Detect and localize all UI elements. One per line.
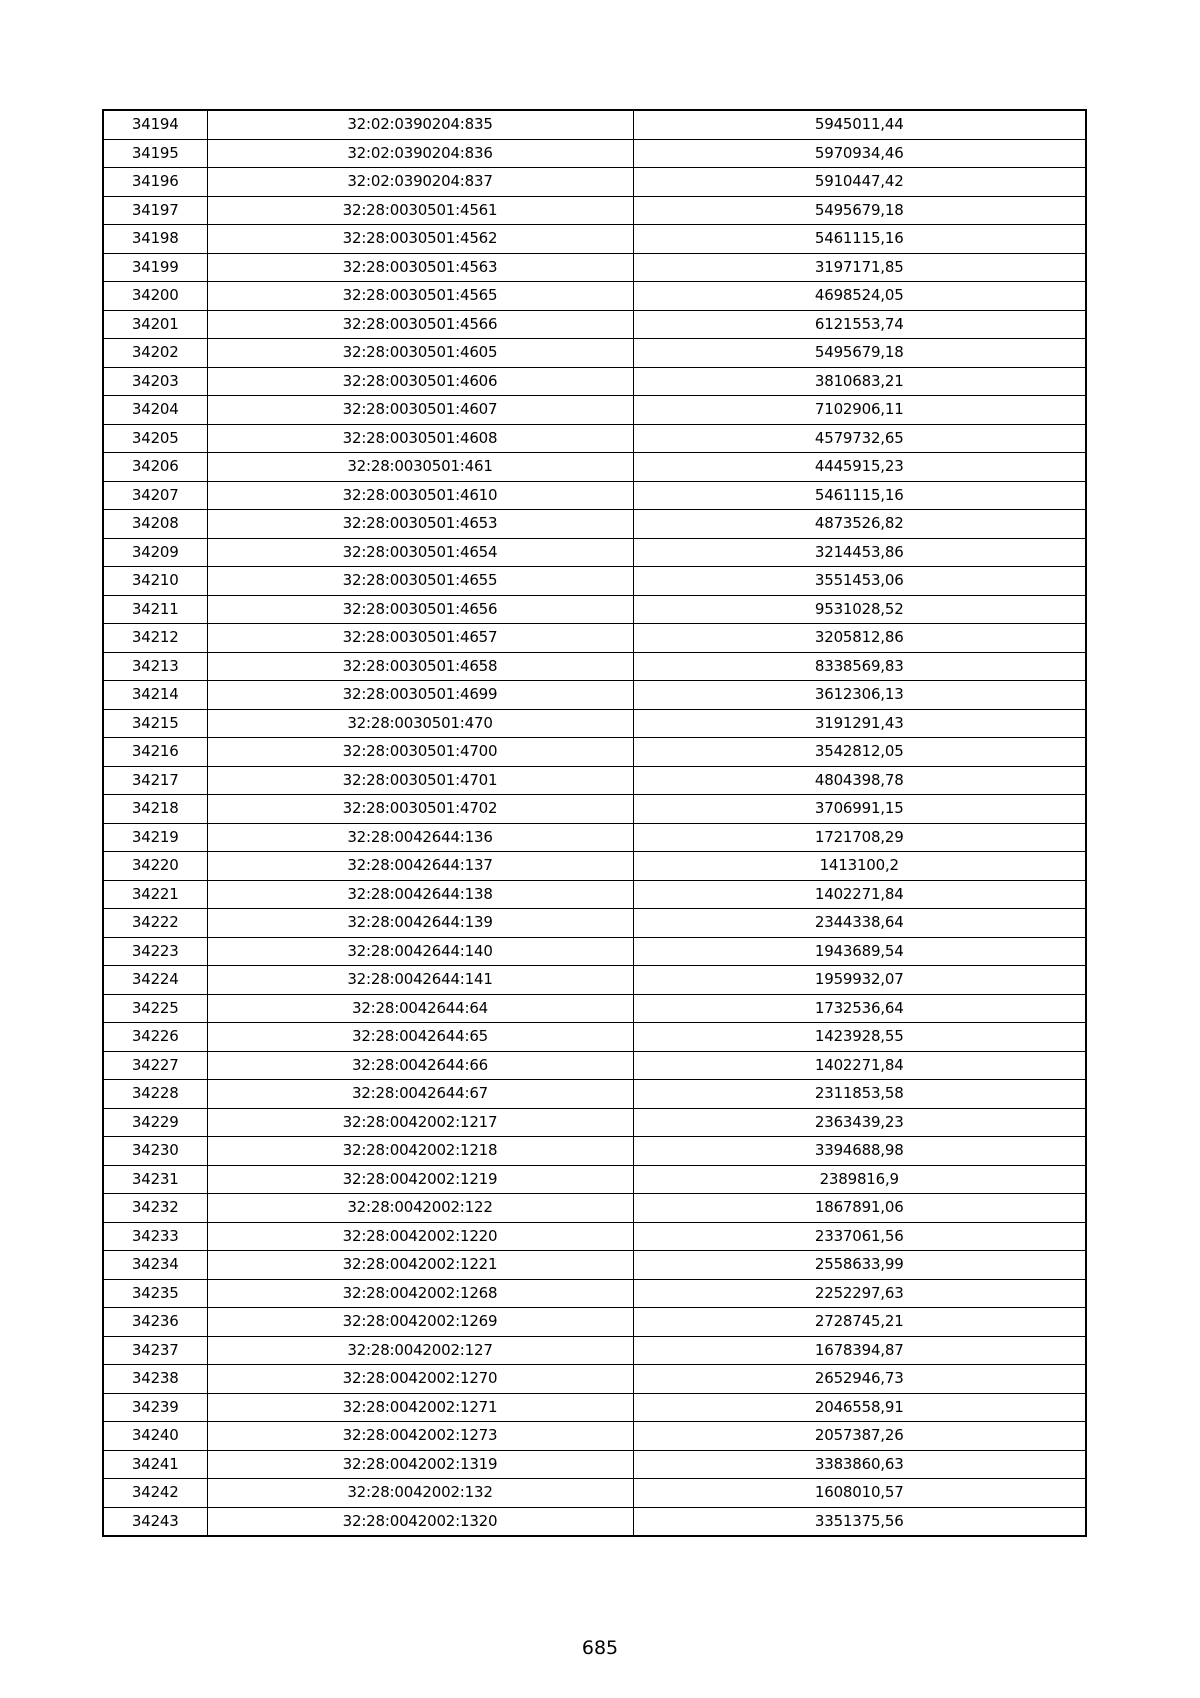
value-cell: 1732536,64 xyxy=(633,994,1086,1023)
row-number-cell: 34198 xyxy=(103,225,207,254)
value-cell: 3191291,43 xyxy=(633,709,1086,738)
cadastral-number-cell: 32:28:0030501:4701 xyxy=(207,766,633,795)
cadastral-number-cell: 32:28:0030501:4607 xyxy=(207,396,633,425)
table-row xyxy=(103,681,1086,710)
cadastral-number-cell: 32:28:0030501:4606 xyxy=(207,367,633,396)
cadastral-number-cell: 32:28:0042644:67 xyxy=(207,1080,633,1109)
table-row xyxy=(103,852,1086,881)
value-cell: 3205812,86 xyxy=(633,624,1086,653)
row-number-cell: 34236 xyxy=(103,1308,207,1337)
value-cell: 5461115,16 xyxy=(633,481,1086,510)
value-cell: 1721708,29 xyxy=(633,823,1086,852)
value-cell: 3214453,86 xyxy=(633,538,1086,567)
cadastral-number-cell: 32:28:0042002:1221 xyxy=(207,1251,633,1280)
row-number-cell: 34195 xyxy=(103,139,207,168)
value-cell: 1413100,2 xyxy=(633,852,1086,881)
value-cell: 1943689,54 xyxy=(633,937,1086,966)
row-number-cell: 34234 xyxy=(103,1251,207,1280)
row-number-cell: 34228 xyxy=(103,1080,207,1109)
table-row xyxy=(103,595,1086,624)
value-cell: 3810683,21 xyxy=(633,367,1086,396)
row-number-cell: 34220 xyxy=(103,852,207,881)
table-row xyxy=(103,738,1086,767)
value-cell: 2311853,58 xyxy=(633,1080,1086,1109)
row-number-cell: 34241 xyxy=(103,1450,207,1479)
row-number-cell: 34226 xyxy=(103,1023,207,1052)
value-cell: 4579732,65 xyxy=(633,424,1086,453)
row-number-cell: 34205 xyxy=(103,424,207,453)
table-row xyxy=(103,110,1086,139)
cadastral-number-cell: 32:28:0030501:461 xyxy=(207,453,633,482)
cadastral-number-cell: 32:28:0042002:132 xyxy=(207,1479,633,1508)
row-number-cell: 34218 xyxy=(103,795,207,824)
value-cell: 1608010,57 xyxy=(633,1479,1086,1508)
table-row xyxy=(103,1108,1086,1137)
row-number-cell: 34196 xyxy=(103,168,207,197)
cadastral-number-cell: 32:28:0042644:139 xyxy=(207,909,633,938)
row-number-cell: 34229 xyxy=(103,1108,207,1137)
table-row xyxy=(103,225,1086,254)
row-number-cell: 34215 xyxy=(103,709,207,738)
table-row xyxy=(103,1222,1086,1251)
cadastral-number-cell: 32:28:0042644:65 xyxy=(207,1023,633,1052)
value-cell: 3351375,56 xyxy=(633,1507,1086,1536)
cadastral-number-cell: 32:28:0030501:4702 xyxy=(207,795,633,824)
table-row xyxy=(103,880,1086,909)
table-row xyxy=(103,1393,1086,1422)
cadastral-number-cell: 32:28:0042644:64 xyxy=(207,994,633,1023)
row-number-cell: 34216 xyxy=(103,738,207,767)
table-row xyxy=(103,1308,1086,1337)
cadastral-number-cell: 32:28:0042002:1220 xyxy=(207,1222,633,1251)
row-number-cell: 34238 xyxy=(103,1365,207,1394)
cadastral-number-cell: 32:28:0042002:1268 xyxy=(207,1279,633,1308)
table-row xyxy=(103,196,1086,225)
value-cell: 3706991,15 xyxy=(633,795,1086,824)
page-number: 685 xyxy=(581,1637,619,1659)
cadastral-number-cell: 32:02:0390204:835 xyxy=(207,110,633,139)
row-number-cell: 34219 xyxy=(103,823,207,852)
cadastral-number-cell: 32:28:0042644:138 xyxy=(207,880,633,909)
cadastral-number-cell: 32:28:0042002:1218 xyxy=(207,1137,633,1166)
cadastral-number-cell: 32:28:0030501:4656 xyxy=(207,595,633,624)
table-row xyxy=(103,567,1086,596)
table-row xyxy=(103,253,1086,282)
cadastral-number-cell: 32:02:0390204:837 xyxy=(207,168,633,197)
cadastral-number-cell: 32:28:0042002:1269 xyxy=(207,1308,633,1337)
cadastral-number-cell: 32:28:0030501:4699 xyxy=(207,681,633,710)
row-number-cell: 34206 xyxy=(103,453,207,482)
table-row xyxy=(103,510,1086,539)
cadastral-number-cell: 32:28:0042002:122 xyxy=(207,1194,633,1223)
table-row xyxy=(103,1479,1086,1508)
table-row xyxy=(103,1279,1086,1308)
row-number-cell: 34213 xyxy=(103,652,207,681)
value-cell: 2046558,91 xyxy=(633,1393,1086,1422)
table-row xyxy=(103,1365,1086,1394)
row-number-cell: 34222 xyxy=(103,909,207,938)
table-row xyxy=(103,795,1086,824)
table-row xyxy=(103,909,1086,938)
table-row xyxy=(103,453,1086,482)
row-number-cell: 34243 xyxy=(103,1507,207,1536)
value-cell: 2389816,9 xyxy=(633,1165,1086,1194)
value-cell: 5461115,16 xyxy=(633,225,1086,254)
cadastral-number-cell: 32:28:0030501:4653 xyxy=(207,510,633,539)
cadastral-number-cell: 32:28:0030501:4658 xyxy=(207,652,633,681)
cadastral-number-cell: 32:28:0030501:4566 xyxy=(207,310,633,339)
table-body xyxy=(103,110,1086,1536)
value-cell: 3551453,06 xyxy=(633,567,1086,596)
value-cell: 1402271,84 xyxy=(633,1051,1086,1080)
value-cell: 1678394,87 xyxy=(633,1336,1086,1365)
table-row xyxy=(103,538,1086,567)
table-row xyxy=(103,282,1086,311)
row-number-cell: 34210 xyxy=(103,567,207,596)
table-row xyxy=(103,1137,1086,1166)
table-row xyxy=(103,937,1086,966)
table-row xyxy=(103,994,1086,1023)
cadastral-number-cell: 32:28:0042644:140 xyxy=(207,937,633,966)
cadastral-number-cell: 32:02:0390204:836 xyxy=(207,139,633,168)
table-row xyxy=(103,481,1086,510)
value-cell: 5970934,46 xyxy=(633,139,1086,168)
cadastral-number-cell: 32:28:0030501:4700 xyxy=(207,738,633,767)
table-row xyxy=(103,709,1086,738)
row-number-cell: 34217 xyxy=(103,766,207,795)
row-number-cell: 34208 xyxy=(103,510,207,539)
table-row xyxy=(103,966,1086,995)
row-number-cell: 34224 xyxy=(103,966,207,995)
table-row xyxy=(103,367,1086,396)
value-cell: 2344338,64 xyxy=(633,909,1086,938)
value-cell: 2252297,63 xyxy=(633,1279,1086,1308)
row-number-cell: 34214 xyxy=(103,681,207,710)
row-number-cell: 34242 xyxy=(103,1479,207,1508)
table-row xyxy=(103,766,1086,795)
cadastral-number-cell: 32:28:0030501:4605 xyxy=(207,339,633,368)
table-row xyxy=(103,1194,1086,1223)
row-number-cell: 34212 xyxy=(103,624,207,653)
value-cell: 5495679,18 xyxy=(633,339,1086,368)
value-cell: 9531028,52 xyxy=(633,595,1086,624)
table-row xyxy=(103,823,1086,852)
table-row xyxy=(103,139,1086,168)
table-row xyxy=(103,1251,1086,1280)
row-number-cell: 34194 xyxy=(103,110,207,139)
value-cell: 2728745,21 xyxy=(633,1308,1086,1337)
value-cell: 2652946,73 xyxy=(633,1365,1086,1394)
value-cell: 2337061,56 xyxy=(633,1222,1086,1251)
data-table xyxy=(102,109,1087,1537)
cadastral-number-cell: 32:28:0042002:1219 xyxy=(207,1165,633,1194)
row-number-cell: 34230 xyxy=(103,1137,207,1166)
table-row xyxy=(103,424,1086,453)
row-number-cell: 34240 xyxy=(103,1422,207,1451)
row-number-cell: 34235 xyxy=(103,1279,207,1308)
value-cell: 3197171,85 xyxy=(633,253,1086,282)
cadastral-number-cell: 32:28:0030501:4565 xyxy=(207,282,633,311)
cadastral-number-cell: 32:28:0030501:4657 xyxy=(207,624,633,653)
row-number-cell: 34204 xyxy=(103,396,207,425)
row-number-cell: 34202 xyxy=(103,339,207,368)
table-row xyxy=(103,624,1086,653)
value-cell: 6121553,74 xyxy=(633,310,1086,339)
row-number-cell: 34199 xyxy=(103,253,207,282)
cadastral-number-cell: 32:28:0042002:1273 xyxy=(207,1422,633,1451)
cadastral-number-cell: 32:28:0042644:136 xyxy=(207,823,633,852)
value-cell: 5495679,18 xyxy=(633,196,1086,225)
value-cell: 1423928,55 xyxy=(633,1023,1086,1052)
table-row xyxy=(103,1422,1086,1451)
row-number-cell: 34225 xyxy=(103,994,207,1023)
cadastral-number-cell: 32:28:0042002:1270 xyxy=(207,1365,633,1394)
value-cell: 8338569,83 xyxy=(633,652,1086,681)
cadastral-number-cell: 32:28:0030501:4655 xyxy=(207,567,633,596)
value-cell: 1867891,06 xyxy=(633,1194,1086,1223)
value-cell: 1959932,07 xyxy=(633,966,1086,995)
cadastral-number-cell: 32:28:0042002:1217 xyxy=(207,1108,633,1137)
cadastral-number-cell: 32:28:0030501:4610 xyxy=(207,481,633,510)
row-number-cell: 34207 xyxy=(103,481,207,510)
table-row xyxy=(103,168,1086,197)
row-number-cell: 34232 xyxy=(103,1194,207,1223)
value-cell: 5945011,44 xyxy=(633,110,1086,139)
cadastral-number-cell: 32:28:0042002:1320 xyxy=(207,1507,633,1536)
cadastral-number-cell: 32:28:0030501:4654 xyxy=(207,538,633,567)
value-cell: 3612306,13 xyxy=(633,681,1086,710)
table-row xyxy=(103,1336,1086,1365)
row-number-cell: 34237 xyxy=(103,1336,207,1365)
cadastral-number-cell: 32:28:0030501:4608 xyxy=(207,424,633,453)
table-row xyxy=(103,339,1086,368)
table-row xyxy=(103,1450,1086,1479)
row-number-cell: 34227 xyxy=(103,1051,207,1080)
value-cell: 5910447,42 xyxy=(633,168,1086,197)
row-number-cell: 34203 xyxy=(103,367,207,396)
cadastral-number-cell: 32:28:0030501:4561 xyxy=(207,196,633,225)
table-row xyxy=(103,652,1086,681)
cadastral-number-cell: 32:28:0042644:66 xyxy=(207,1051,633,1080)
row-number-cell: 34233 xyxy=(103,1222,207,1251)
cadastral-number-cell: 32:28:0042002:127 xyxy=(207,1336,633,1365)
value-cell: 2363439,23 xyxy=(633,1108,1086,1137)
table-row xyxy=(103,396,1086,425)
row-number-cell: 34209 xyxy=(103,538,207,567)
table-row xyxy=(103,1507,1086,1536)
cadastral-number-cell: 32:28:0030501:470 xyxy=(207,709,633,738)
table-row xyxy=(103,1080,1086,1109)
cadastral-number-cell: 32:28:0042644:137 xyxy=(207,852,633,881)
table-row xyxy=(103,1165,1086,1194)
cadastral-number-cell: 32:28:0042002:1271 xyxy=(207,1393,633,1422)
value-cell: 2057387,26 xyxy=(633,1422,1086,1451)
value-cell: 4698524,05 xyxy=(633,282,1086,311)
cadastral-number-cell: 32:28:0030501:4562 xyxy=(207,225,633,254)
table-row xyxy=(103,310,1086,339)
value-cell: 7102906,11 xyxy=(633,396,1086,425)
value-cell: 3383860,63 xyxy=(633,1450,1086,1479)
value-cell: 4804398,78 xyxy=(633,766,1086,795)
value-cell: 1402271,84 xyxy=(633,880,1086,909)
cadastral-number-cell: 32:28:0030501:4563 xyxy=(207,253,633,282)
row-number-cell: 34221 xyxy=(103,880,207,909)
value-cell: 3394688,98 xyxy=(633,1137,1086,1166)
cadastral-number-cell: 32:28:0042002:1319 xyxy=(207,1450,633,1479)
value-cell: 4873526,82 xyxy=(633,510,1086,539)
row-number-cell: 34201 xyxy=(103,310,207,339)
value-cell: 3542812,05 xyxy=(633,738,1086,767)
row-number-cell: 34211 xyxy=(103,595,207,624)
row-number-cell: 34239 xyxy=(103,1393,207,1422)
cadastral-number-cell: 32:28:0042644:141 xyxy=(207,966,633,995)
table-row xyxy=(103,1051,1086,1080)
row-number-cell: 34231 xyxy=(103,1165,207,1194)
value-cell: 2558633,99 xyxy=(633,1251,1086,1280)
value-cell: 4445915,23 xyxy=(633,453,1086,482)
table-row xyxy=(103,1023,1086,1052)
row-number-cell: 34197 xyxy=(103,196,207,225)
row-number-cell: 34223 xyxy=(103,937,207,966)
row-number-cell: 34200 xyxy=(103,282,207,311)
